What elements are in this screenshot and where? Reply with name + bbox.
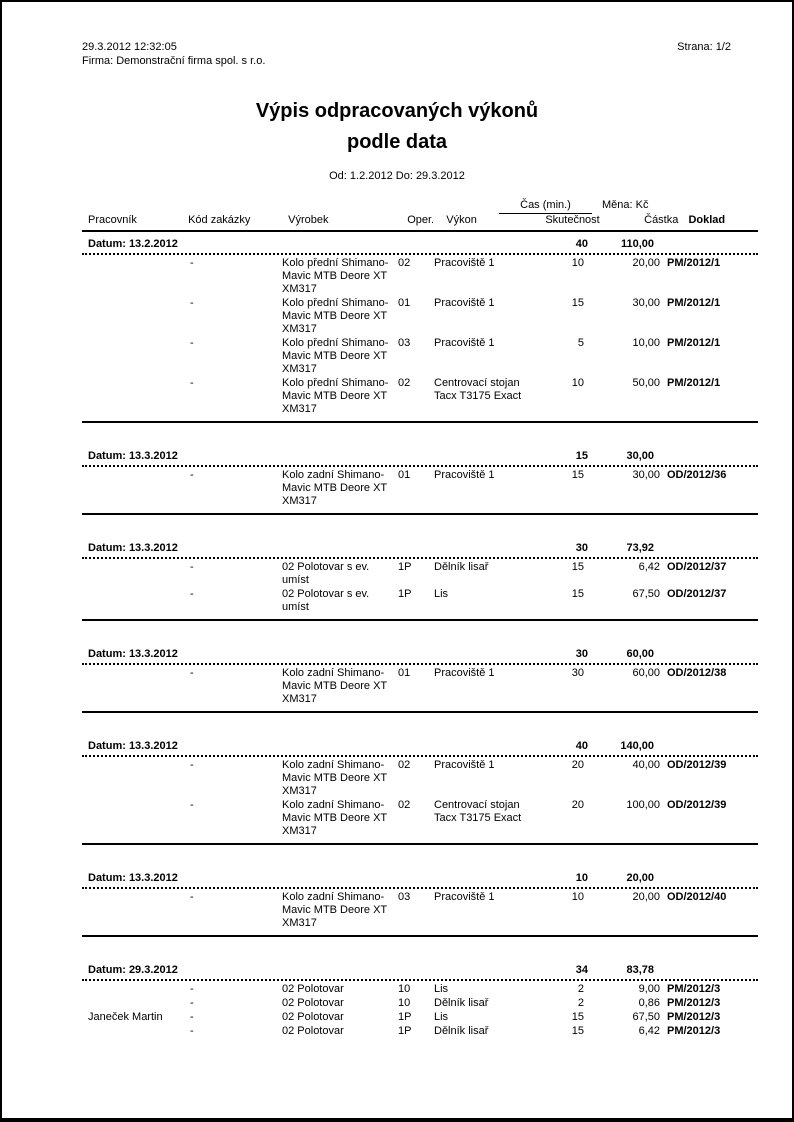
- cell-vykon: Lis: [434, 588, 449, 600]
- cell-pracovnik: [82, 561, 173, 587]
- table-row: [82, 297, 758, 336]
- cell-pracovnik: [82, 1025, 173, 1038]
- cell-oper: 1P: [398, 1011, 412, 1023]
- cell-vyrobek: Kolo přední Shimano- Mavic MTB Deore XT XM317: [282, 257, 389, 295]
- cell-skutecnost: 15: [571, 297, 584, 309]
- header-vykon: Výkon: [446, 214, 477, 226]
- date-group: [82, 739, 758, 845]
- dotted-divider: [82, 557, 758, 559]
- cell-vyrobek: Kolo zadní Shimano- Mavic MTB Deore XT XM317: [282, 799, 387, 837]
- cell-pracovnik: [82, 997, 173, 1010]
- table-row: [82, 667, 758, 706]
- header-oper: Oper.: [407, 214, 435, 226]
- cell-vyrobek: 02 Polotovar: [282, 983, 344, 995]
- cell-kod-zakazky: -: [190, 1011, 194, 1023]
- cell-castka: 30,00: [632, 297, 660, 309]
- group-end-line: [82, 935, 758, 937]
- cell-kod-zakazky: -: [190, 561, 194, 573]
- group-total-minutes: 10: [575, 872, 588, 884]
- cell-doklad: PM/2012/3: [667, 983, 721, 995]
- table-header-row2: [82, 214, 758, 230]
- cell-kod-zakazky: -: [190, 759, 194, 771]
- cell-castka: 40,00: [632, 759, 660, 771]
- group-header: [82, 963, 758, 978]
- cell-skutecnost: 30: [571, 667, 584, 679]
- cell-skutecnost: 15: [571, 588, 584, 600]
- dotted-divider: [82, 979, 758, 981]
- cell-vykon: Pracoviště 1: [434, 337, 495, 349]
- table-row: [82, 997, 758, 1010]
- cell-skutecnost: 10: [571, 891, 584, 903]
- group-header: [82, 871, 758, 886]
- cell-kod-zakazky: -: [190, 891, 194, 903]
- group-rows: [82, 257, 758, 421]
- group-total-minutes: 30: [575, 542, 588, 554]
- cell-skutecnost: 15: [571, 561, 584, 573]
- dotted-divider: [82, 465, 758, 467]
- group-total-minutes: 40: [575, 740, 588, 752]
- dotted-divider: [82, 663, 758, 665]
- cell-vyrobek: Kolo přední Shimano- Mavic MTB Deore XT XM317: [282, 377, 389, 415]
- cell-vykon: Centrovací stojan Tacx T3175 Exact: [434, 799, 522, 824]
- table-row: [82, 588, 758, 614]
- cell-pracovnik: [82, 983, 173, 996]
- cell-doklad: OD/2012/40: [667, 891, 727, 903]
- cell-oper: 03: [398, 337, 411, 349]
- cell-skutecnost: 10: [571, 377, 584, 389]
- cell-vyrobek: Kolo přední Shimano- Mavic MTB Deore XT XM317: [282, 337, 389, 375]
- cell-doklad: PM/2012/1: [667, 257, 721, 269]
- cell-skutecnost: 20: [571, 799, 584, 811]
- cell-castka: 67,50: [632, 1011, 660, 1023]
- group-rows: [82, 667, 758, 711]
- group-end-line: [82, 711, 758, 713]
- report-title-line2: podle data: [346, 131, 447, 153]
- cell-castka: 6,42: [638, 1025, 660, 1037]
- cell-castka: 10,00: [632, 337, 660, 349]
- report-title-line1: Výpis odpracovaných výkonů: [255, 100, 539, 122]
- cell-vyrobek: 02 Polotovar: [282, 1011, 344, 1023]
- group-total-minutes: 40: [575, 238, 588, 250]
- group-date-label: Datum: 13.3.2012: [88, 872, 178, 884]
- cell-skutecnost: 5: [577, 337, 584, 349]
- group-date-label: Datum: 13.3.2012: [88, 542, 178, 554]
- title-block: [2, 96, 792, 158]
- cell-skutecnost: 15: [571, 1011, 584, 1023]
- cell-doklad: PM/2012/3: [667, 997, 721, 1009]
- cell-vyrobek: Kolo zadní Shimano- Mavic MTB Deore XT XM317: [282, 469, 387, 507]
- cell-castka: 9,00: [638, 983, 660, 995]
- group-header: [82, 449, 758, 464]
- header-castka: Částka: [644, 214, 679, 226]
- table-row: [82, 377, 758, 416]
- cell-doklad: OD/2012/37: [667, 588, 727, 600]
- group-rows: [82, 983, 758, 1043]
- cell-doklad: OD/2012/39: [667, 799, 727, 811]
- cell-oper: 01: [398, 297, 411, 309]
- cell-kod-zakazky: -: [190, 983, 194, 995]
- date-range: Od: 1.2.2012 Do: 29.3.2012: [329, 170, 465, 182]
- cell-kod-zakazky: -: [190, 377, 194, 389]
- cell-kod-zakazky: -: [190, 667, 194, 679]
- group-end-line: [82, 843, 758, 845]
- group-total-minutes: 15: [575, 450, 588, 462]
- cell-skutecnost: 15: [571, 469, 584, 481]
- header-cas-min: Čas (min.): [499, 198, 592, 214]
- cell-kod-zakazky: -: [190, 297, 194, 309]
- cell-oper: 1P: [398, 588, 412, 600]
- cell-castka: 30,00: [632, 469, 660, 481]
- header-mena: Měna: Kč: [602, 199, 649, 211]
- cell-pracovnik: Janeček Martin: [88, 1011, 163, 1023]
- cell-doklad: PM/2012/1: [667, 377, 721, 389]
- cell-vyrobek: 02 Polotovar s ev. umíst: [282, 561, 370, 586]
- group-date-label: Datum: 13.2.2012: [88, 238, 178, 250]
- group-header: [82, 739, 758, 754]
- cell-oper: 03: [398, 891, 411, 903]
- table-row: [82, 891, 758, 930]
- cell-vykon: Lis: [434, 1011, 449, 1023]
- cell-pracovnik: [82, 257, 173, 296]
- date-group: [82, 871, 758, 937]
- cell-kod-zakazky: -: [190, 588, 194, 600]
- cell-vyrobek: Kolo zadní Shimano- Mavic MTB Deore XT XM317: [282, 891, 387, 929]
- group-total-minutes: 34: [575, 964, 588, 976]
- group-rows: [82, 759, 758, 843]
- cell-skutecnost: 15: [571, 1025, 584, 1037]
- cell-vyrobek: 02 Polotovar: [282, 997, 344, 1009]
- table-row: [82, 759, 758, 798]
- cell-vykon: Dělník lisař: [434, 1025, 489, 1037]
- group-date-label: Datum: 13.3.2012: [88, 450, 178, 462]
- cell-pracovnik: [82, 469, 173, 508]
- header-vyrobek: Výrobek: [288, 214, 329, 226]
- table-row: [82, 1025, 758, 1038]
- cell-skutecnost: 2: [577, 983, 584, 995]
- group-end-line: [82, 513, 758, 515]
- cell-vyrobek: Kolo zadní Shimano- Mavic MTB Deore XT XM317: [282, 667, 387, 705]
- header-skutecnost: Skutečnost: [545, 214, 600, 226]
- cell-vykon: Dělník lisař: [434, 561, 489, 573]
- cell-castka: 100,00: [626, 799, 660, 811]
- cell-doklad: OD/2012/36: [667, 469, 727, 481]
- cell-doklad: OD/2012/39: [667, 759, 727, 771]
- cell-skutecnost: 10: [571, 257, 584, 269]
- cell-oper: 01: [398, 667, 411, 679]
- cell-castka: 60,00: [632, 667, 660, 679]
- cell-vykon: Pracoviště 1: [434, 759, 495, 771]
- group-rows: [82, 469, 758, 513]
- company-name: Firma: Demonstrační firma spol. s r.o.: [82, 55, 266, 67]
- cell-oper: 01: [398, 469, 411, 481]
- cell-oper: 10: [398, 997, 411, 1009]
- group-rows: [82, 891, 758, 935]
- cell-vyrobek: 02 Polotovar: [282, 1025, 344, 1037]
- cell-oper: 1P: [398, 1025, 412, 1037]
- dotted-divider: [82, 253, 758, 255]
- group-total-amount: 73,92: [626, 542, 654, 554]
- cell-castka: 50,00: [632, 377, 660, 389]
- date-group: [82, 647, 758, 713]
- cell-doklad: OD/2012/38: [667, 667, 727, 679]
- cell-oper: 10: [398, 983, 411, 995]
- cell-skutecnost: 20: [571, 759, 584, 771]
- cell-vykon: Dělník lisař: [434, 997, 489, 1009]
- table-row: [82, 337, 758, 376]
- cell-kod-zakazky: -: [190, 799, 194, 811]
- cell-vykon: Pracoviště 1: [434, 297, 495, 309]
- cell-oper: 1P: [398, 561, 412, 573]
- group-total-amount: 110,00: [620, 238, 654, 250]
- date-group: [82, 541, 758, 621]
- cell-doklad: PM/2012/1: [667, 297, 721, 309]
- group-total-amount: 30,00: [626, 450, 654, 462]
- group-rows: [82, 561, 758, 619]
- cell-oper: 02: [398, 799, 411, 811]
- group-header: [82, 647, 758, 662]
- cell-oper: 02: [398, 759, 411, 771]
- cell-pracovnik: [82, 799, 173, 838]
- table-row: [82, 561, 758, 587]
- header-kod-zakazky: Kód zakázky: [188, 214, 251, 226]
- table-header-row1: [82, 198, 758, 214]
- header-pracovnik: Pracovník: [88, 214, 137, 226]
- group-total-amount: 20,00: [626, 872, 654, 884]
- cell-oper: 02: [398, 377, 411, 389]
- table-row: [82, 469, 758, 508]
- cell-pracovnik: [82, 759, 173, 798]
- group-date-label: Datum: 13.3.2012: [88, 648, 178, 660]
- cell-vykon: Pracoviště 1: [434, 257, 495, 269]
- table-row: [82, 1011, 758, 1024]
- date-group: [82, 237, 758, 423]
- cell-castka: 20,00: [632, 891, 660, 903]
- group-header: [82, 541, 758, 556]
- cell-vykon: Pracoviště 1: [434, 667, 495, 679]
- group-end-line: [82, 619, 758, 621]
- header-divider: [82, 230, 758, 232]
- header-doklad: Doklad: [688, 214, 726, 226]
- cell-pracovnik: [82, 667, 173, 706]
- cell-kod-zakazky: -: [190, 997, 194, 1009]
- table-row: [82, 257, 758, 296]
- page-number: Strana: 1/2: [677, 41, 731, 53]
- cell-vykon: Pracoviště 1: [434, 891, 495, 903]
- group-end-line: [82, 421, 758, 423]
- cell-vykon: Centrovací stojan Tacx T3175 Exact: [434, 377, 522, 402]
- cell-kod-zakazky: -: [190, 257, 194, 269]
- cell-doklad: PM/2012/3: [667, 1011, 721, 1023]
- cell-pracovnik: [82, 297, 173, 336]
- cell-kod-zakazky: -: [190, 469, 194, 481]
- group-total-amount: 60,00: [626, 648, 654, 660]
- cell-vykon: Lis: [434, 983, 449, 995]
- dotted-divider: [82, 887, 758, 889]
- report-table: [82, 198, 758, 1043]
- date-group: [82, 449, 758, 515]
- table-row: [82, 983, 758, 996]
- header-spacer: [82, 198, 499, 214]
- group-total-amount: 140,00: [620, 740, 654, 752]
- dotted-divider: [82, 755, 758, 757]
- cell-doklad: OD/2012/37: [667, 561, 727, 573]
- cell-vyrobek: Kolo zadní Shimano- Mavic MTB Deore XT XM317: [282, 759, 387, 797]
- date-group: [82, 963, 758, 1043]
- cell-pracovnik: [82, 588, 173, 614]
- cell-doklad: PM/2012/1: [667, 337, 721, 349]
- header-left: [82, 40, 265, 68]
- group-date-label: Datum: 13.3.2012: [88, 740, 178, 752]
- cell-pracovnik: [82, 337, 173, 376]
- cell-kod-zakazky: -: [190, 1025, 194, 1037]
- group-header: [82, 237, 758, 252]
- group-date-label: Datum: 29.3.2012: [88, 964, 178, 976]
- group-total-amount: 83,78: [626, 964, 654, 976]
- cell-pracovnik: [82, 377, 173, 416]
- cell-oper: 02: [398, 257, 411, 269]
- cell-castka: 67,50: [632, 588, 660, 600]
- cell-castka: 6,42: [638, 561, 660, 573]
- cell-doklad: PM/2012/3: [667, 1025, 721, 1037]
- group-total-minutes: 30: [575, 648, 588, 660]
- table-row: [82, 799, 758, 838]
- cell-pracovnik: [82, 891, 173, 930]
- cell-kod-zakazky: -: [190, 337, 194, 349]
- cell-vyrobek: Kolo přední Shimano- Mavic MTB Deore XT XM317: [282, 297, 389, 335]
- cell-castka: 20,00: [632, 257, 660, 269]
- cell-vyrobek: 02 Polotovar s ev. umíst: [282, 588, 370, 613]
- cell-castka: 0,86: [638, 997, 660, 1009]
- report-header: [82, 40, 731, 68]
- table-groups: [82, 237, 758, 1043]
- cell-skutecnost: 2: [577, 997, 584, 1009]
- print-datetime: 29.3.2012 12:32:05: [82, 41, 177, 53]
- cell-vykon: Pracoviště 1: [434, 469, 495, 481]
